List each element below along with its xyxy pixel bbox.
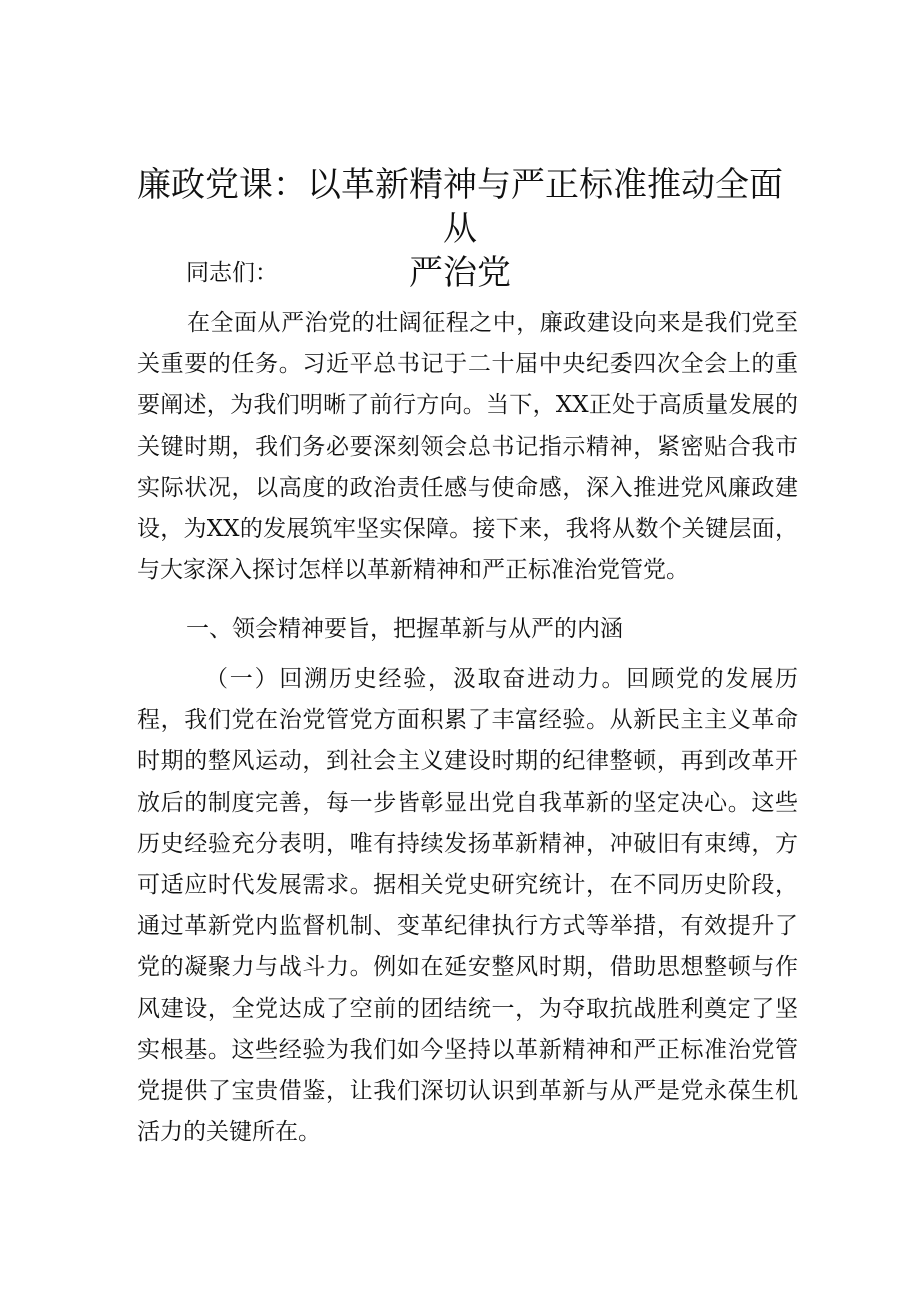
paragraph-history: （一）回溯历史经验，汲取奋进动力。回顾党的发展历程，我们党在治党管党方面积累了丰富经验。从新民主主义革命时期的整风运动，到社会主义建设时期的纪律整顿，再到改革开放后的制度完善，每一步皆彰显出党自我革新的坚定决心。这些历史经验充分表明，唯有持续发扬革新精神，冲破旧有束缚，方可适应时代发展需求。据相关党史研究统计，在不同历史阶段，通过革新党内监督机制、变革纪律执行方式等举措，有效提升了党的凝聚力与战斗力。例如在延安整风时期，借助思想整顿与作风建设，全党达成了空前的团结统一，为夺取抗战胜利奠定了坚实根基。这些经验为我们如今坚持以革新精神和严正标准治党管党提供了宝贵借鉴，让我们深切认识到革新与从严是党永葆生机活力的关键所在。: [137, 666, 798, 1146]
title-line-2: 严治党: [409, 253, 511, 293]
title-line-1: 廉政党课：以革新精神与严正标准推动全面从: [137, 165, 783, 249]
salutation: 同志们：: [186, 260, 278, 286]
paragraph-intro: 在全面从严治党的壮阔征程之中，廉政建设向来是我们党至关重要的任务。习近平总书记于二十届中央纪委四次全会上的重要阐述，为我们明晰了前行方向。当下，XX正处于高质量发展的关键时期，我们务必要深刻领会总书记指示精神，紧密贴合我市实际状况，以高度的政治责任感与使命感，深入推进党风廉政建设，为XX的发展筑牢坚实保障。接下来，我将从数个关键层面，与大家深入探讨怎样以革新精神和严正标准治党管党。: [137, 310, 798, 584]
section-heading-1: 一、领会精神要旨，把握革新与从严的内涵: [186, 616, 623, 642]
